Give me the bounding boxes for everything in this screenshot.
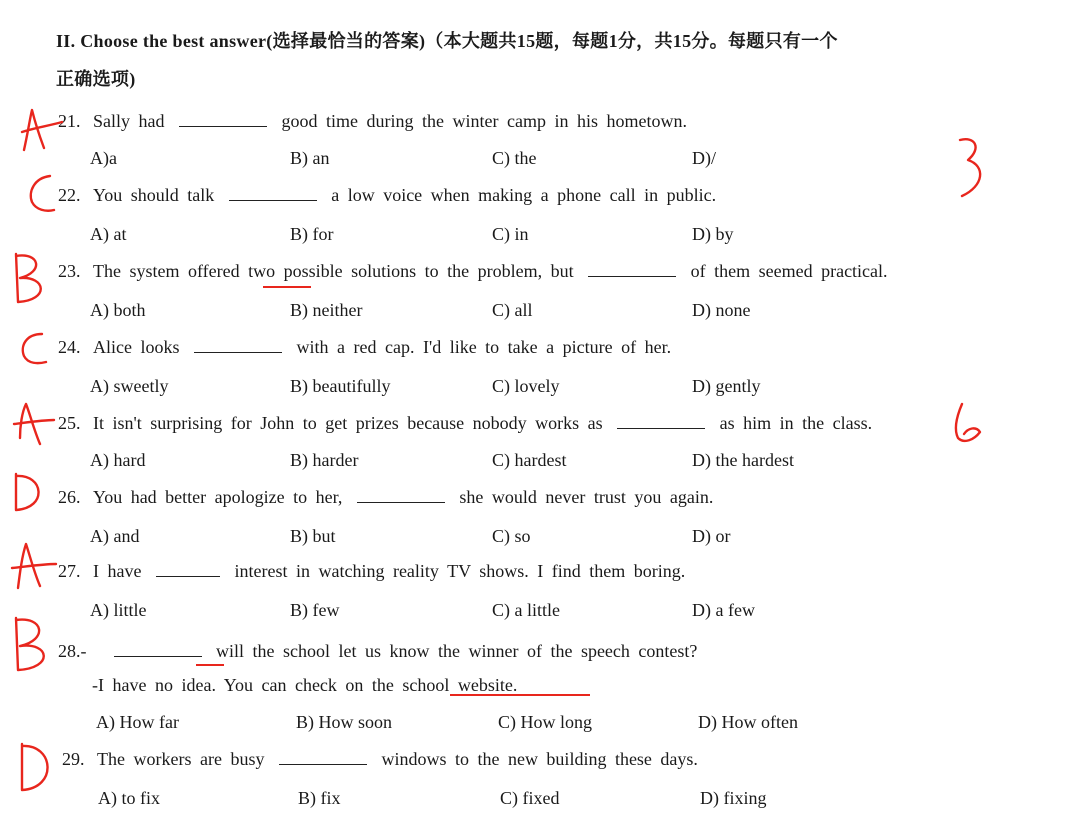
handwriting-6 xyxy=(956,404,980,441)
option-c: C) all xyxy=(492,300,533,320)
question-23: 23. The system offered two possible solutions to the problem, but of them seemed practical. xyxy=(58,261,888,281)
handwriting-a-21 xyxy=(22,110,62,150)
handwriting-d-29 xyxy=(22,744,48,790)
handwriting-d-26 xyxy=(16,474,39,510)
option-c: C) the xyxy=(492,148,537,168)
section-header-line1: II. Choose the best answer(选择最恰当的答案)（本大题共15题，每题1分，共15分。每题只有一个 xyxy=(56,31,838,51)
option-c: C) so xyxy=(492,526,531,546)
option-c: C) hardest xyxy=(492,450,567,470)
option-c: C) How long xyxy=(498,712,592,732)
option-a: A) at xyxy=(90,224,127,244)
answer-blank xyxy=(194,336,282,353)
option-c: C) a little xyxy=(492,600,560,620)
answer-blank xyxy=(279,748,367,765)
options-27 xyxy=(90,596,890,624)
underline-school-website xyxy=(450,694,590,696)
option-d: D) the hardest xyxy=(692,450,794,470)
question-22: 22. You should talk a low voice when making a phone call in public. xyxy=(58,185,717,205)
option-a: A) to fix xyxy=(98,788,160,808)
handwriting-c-24 xyxy=(23,334,46,363)
question-28-reply: -I have no idea. You can check on the school website. xyxy=(92,675,518,695)
option-a: A) and xyxy=(90,526,140,546)
option-d: D) How often xyxy=(698,712,798,732)
question-29: 29. The workers are busy windows to the new building these days. xyxy=(62,749,698,769)
option-d: D)/ xyxy=(692,148,716,168)
option-d: D) none xyxy=(692,300,751,320)
options-23 xyxy=(90,296,890,324)
answer-blank xyxy=(588,260,676,277)
option-b: B) an xyxy=(290,148,330,168)
option-a: A) hard xyxy=(90,450,146,470)
question-24: 24. Alice looks with a red cap. I'd like to take a picture of her. xyxy=(58,337,672,357)
option-a: A)a xyxy=(90,148,117,168)
handwriting-a-27 xyxy=(12,544,56,588)
handwriting-3 xyxy=(960,139,980,196)
answer-blank xyxy=(114,640,202,657)
section-header xyxy=(56,22,1046,98)
option-d: D) fixing xyxy=(700,788,767,808)
option-a: A) sweetly xyxy=(90,376,169,396)
question-27: 27. I have interest in watching reality TV shows. I find them boring. xyxy=(58,561,686,581)
answer-blank xyxy=(357,486,445,503)
handwriting-c-22 xyxy=(31,176,54,211)
option-c: C) fixed xyxy=(500,788,560,808)
options-29 xyxy=(98,784,898,812)
options-22 xyxy=(90,220,890,248)
option-c: C) lovely xyxy=(492,376,560,396)
section-header-line2: 正确选项) xyxy=(56,69,136,89)
question-26: 26. You had better apologize to her, she would never trust you again. xyxy=(58,487,714,507)
option-b: B) few xyxy=(290,600,340,620)
option-c: C) in xyxy=(492,224,529,244)
underline-two xyxy=(263,286,311,288)
option-d: D) gently xyxy=(692,376,761,396)
option-a: A) How far xyxy=(96,712,179,732)
option-a: A) little xyxy=(90,600,147,620)
answer-blank xyxy=(617,412,705,429)
option-a: A) both xyxy=(90,300,146,320)
options-21 xyxy=(90,144,890,172)
option-b: B) beautifully xyxy=(290,376,391,396)
answer-blank xyxy=(179,110,267,127)
handwriting-b-23 xyxy=(16,254,41,302)
options-24 xyxy=(90,372,890,400)
question-28: 28.- will the school let us know the winner of the speech contest? xyxy=(58,641,698,661)
option-b: B) but xyxy=(290,526,336,546)
option-b: B) neither xyxy=(290,300,363,320)
options-26 xyxy=(90,522,890,550)
question-25: 25. It isn't surprising for John to get prizes because nobody works as as him in the class. xyxy=(58,413,873,433)
options-28 xyxy=(96,708,896,736)
handwriting-a-25 xyxy=(14,404,54,444)
answer-blank xyxy=(229,184,317,201)
question-21: 21. Sally had good time during the winter camp in his hometown. xyxy=(58,111,687,131)
options-25 xyxy=(90,446,890,474)
answer-blank xyxy=(156,560,220,577)
option-d: D) by xyxy=(692,224,734,244)
option-d: D) a few xyxy=(692,600,755,620)
option-b: B) fix xyxy=(298,788,341,808)
handwriting-b-28 xyxy=(16,618,44,670)
option-b: B) How soon xyxy=(296,712,393,732)
option-b: B) harder xyxy=(290,450,359,470)
option-d: D) or xyxy=(692,526,731,546)
underline-will xyxy=(196,664,224,666)
option-b: B) for xyxy=(290,224,334,244)
